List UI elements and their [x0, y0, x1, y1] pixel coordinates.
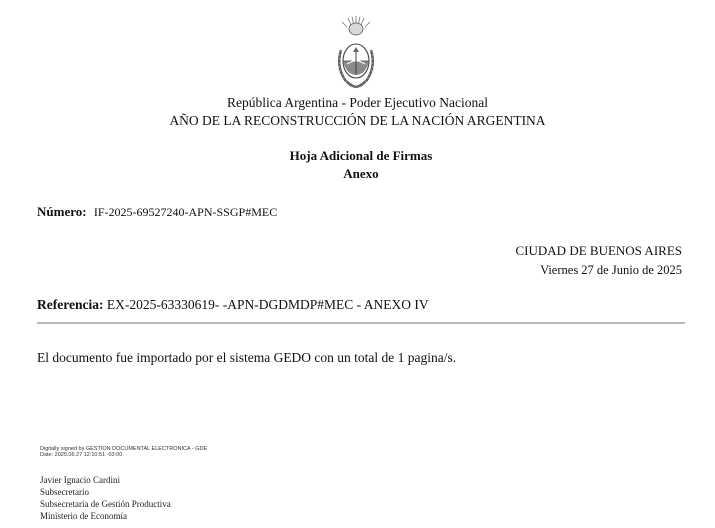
signer-role: Subsecretario [40, 487, 89, 497]
document-number-label: Número: [37, 204, 87, 219]
document-number [37, 204, 277, 220]
document-subtitle: Anexo [343, 166, 379, 181]
reference-label: Referencia: [37, 297, 104, 312]
signer-ministry: Ministerio de Economía [40, 511, 127, 521]
document-body-text: El documento fue importado por el sistema GEDO con un total de 1 pagina/s. [37, 350, 457, 365]
document-title: Hoja Adicional de Firmas [289, 148, 433, 163]
signer-block [40, 474, 171, 522]
document-city: CIUDAD DE BUENOS AIRES [515, 243, 682, 258]
document-number-value: IF-2025-69527240-APN-SSGP#MEC [93, 205, 278, 219]
section-divider [37, 322, 685, 324]
document-date: Viernes 27 de Junio de 2025 [540, 263, 682, 277]
signer-name: Javier Ignacio Cardini [40, 475, 120, 485]
header-line-anio: AÑO DE LA RECONSTRUCCIÓN DE LA NACIÓN ARGENTINA [169, 113, 546, 128]
reference-value: EX-2025-63330619- -APN-DGDMDP#MEC - ANEXO IV [106, 297, 429, 312]
argentine-coat-of-arms-icon [333, 14, 379, 92]
signer-office: Subsecretaría de Gestión Productiva [40, 499, 171, 509]
digital-signature-line: Digitally signed by GESTION DOCUMENTAL ELECTRONICA - GDE [40, 446, 208, 452]
digital-signature-stamp [40, 446, 207, 458]
document-reference [37, 297, 429, 313]
digital-signature-date: Date: 2025.06.27 12:10:51 -03:00 [40, 452, 123, 458]
header-line-republica: República Argentina - Poder Ejecutivo Nacional [226, 95, 489, 110]
